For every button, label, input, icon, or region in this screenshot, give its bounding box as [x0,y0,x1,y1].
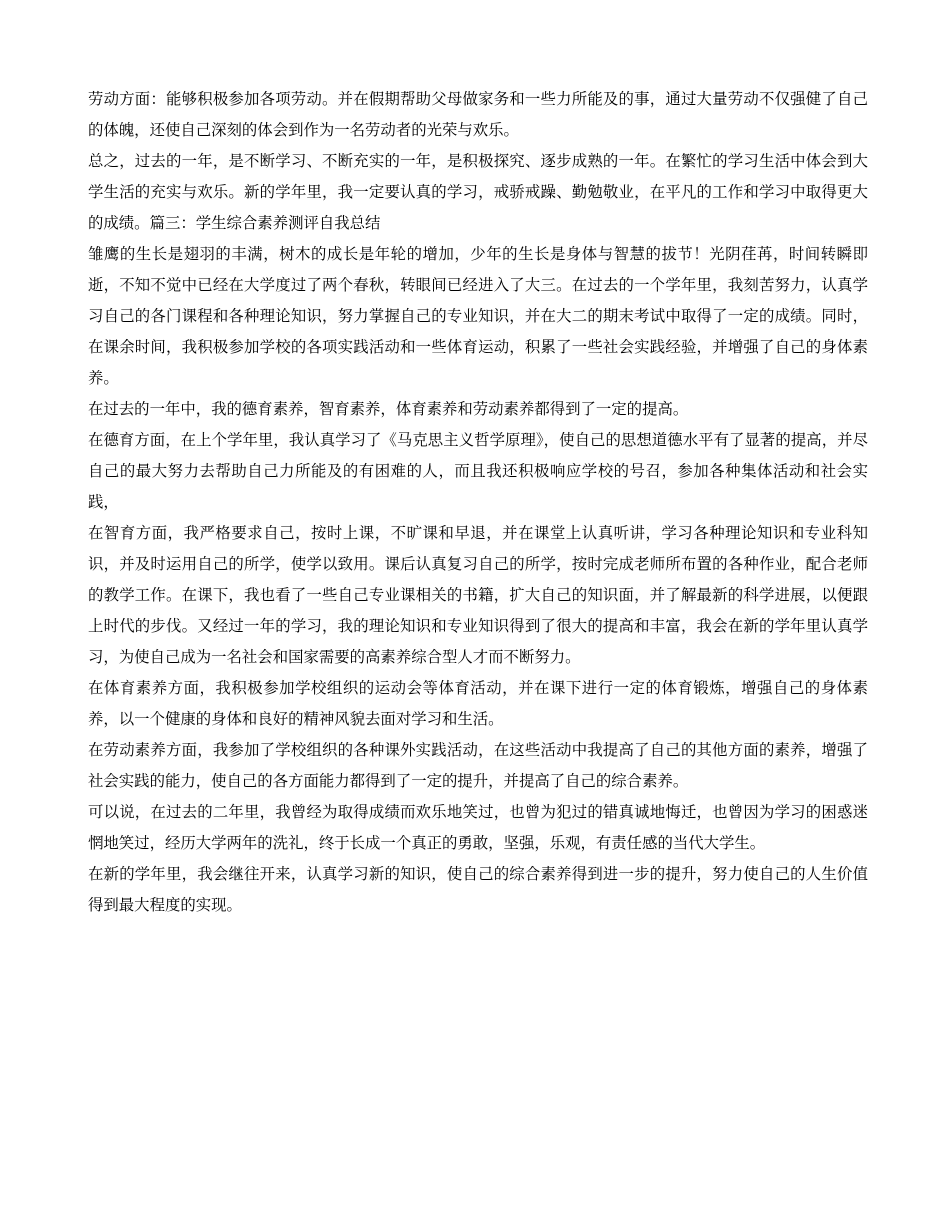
paragraph-overview: 在过去的一年中，我的德育素养，智育素养，体育素养和劳动素养都得到了一定的提高。 [88,400,689,418]
paragraph-labor: 劳动方面：能够积极参加各项劳动。并在假期帮助父母做家务和一些力所能及的事，通过大量劳动不仅强健了自己的体魄，还使自己深刻的体会到作为一名劳动者的光荣与欢乐。 [88,90,868,139]
paragraph-intro: 雏鹰的生长是翅羽的丰满，树木的成长是年轮的增加，少年的生长是身体与智慧的拔节！光阴荏苒，时间转瞬即逝，不知不觉中已经在大学度过了两个春秋，转眼间已经进入了大三。在过去的一个学年里，我刻苦努力，认真学习自己的各门课程和各种理论知识，努力掌握自己的专业知识，并在大二的期末考试中取得了一定的成绩。同时，在课余时间，我积极参加学校的各项实践活动和一些体育运动，积累了一些社会实践经验，并增强了自己的身体素养。 [88,245,868,387]
document-body [88,84,868,921]
paragraph-summary: 总之，过去的一年，是不断学习、不断充实的一年，是积极探究、逐步成熟的一年。在繁忙的学习生活中体会到大学生活的充实与欢乐。新的学年里，我一定要认真的学习，戒骄戒躁、勤勉敬业，在平凡的工作和学习中取得更大的成绩。篇三：学生综合素养测评自我总结 [88,152,868,232]
paragraph-reflection: 可以说，在过去的二年里，我曾经为取得成绩而欢乐地笑过，也曾为犯过的错真诚地悔迁，也曾因为学习的困惑迷惘地笑过，经历大学两年的洗礼，终于长成一个真正的勇敢，坚强，乐观，有责任感的当代大学生。 [88,803,868,852]
paragraph-future: 在新的学年里，我会继往开来，认真学习新的知识，使自己的综合素养得到进一步的提升，努力使自己的人生价值得到最大程度的实现。 [88,865,868,914]
paragraph-labor-quality: 在劳动素养方面，我参加了学校组织的各种课外实践活动，在这些活动中我提高了自己的其他方面的素养，增强了社会实践的能力，使自己的各方面能力都得到了一定的提升，并提高了自己的综合素养。 [88,741,868,790]
paragraph-moral: 在德育方面，在上个学年里，我认真学习了《马克思主义哲学原理》，使自己的思想道德水平有了显著的提高，并尽自己的最大努力去帮助自己力所能及的有困难的人，而且我还积极响应学校的号召，参加各种集体活动和社会实践， [88,431,868,511]
paragraph-physical: 在体育素养方面，我积极参加学校组织的运动会等体育活动，并在课下进行一定的体育锻炼，增强自己的身体素养，以一个健康的身体和良好的精神风貌去面对学习和生活。 [88,679,868,728]
paragraph-intellectual: 在智育方面，我严格要求自己，按时上课，不旷课和早退，并在课堂上认真听讲，学习各种理论知识和专业科知识，并及时运用自己的所学，使学以致用。课后认真复习自己的所学，按时完成老师所布置的各种作业，配合老师的教学工作。在课下，我也看了一些自己专业课相关的书籍，扩大自己的知识面，并了解最新的科学进展，以便跟上时代的步伐。又经过一年的学习，我的理论知识和专业知识得到了很大的提高和丰富，我会在新的学年里认真学习，为使自己成为一名社会和国家需要的高素养综合型人才而不断努力。 [88,524,868,666]
